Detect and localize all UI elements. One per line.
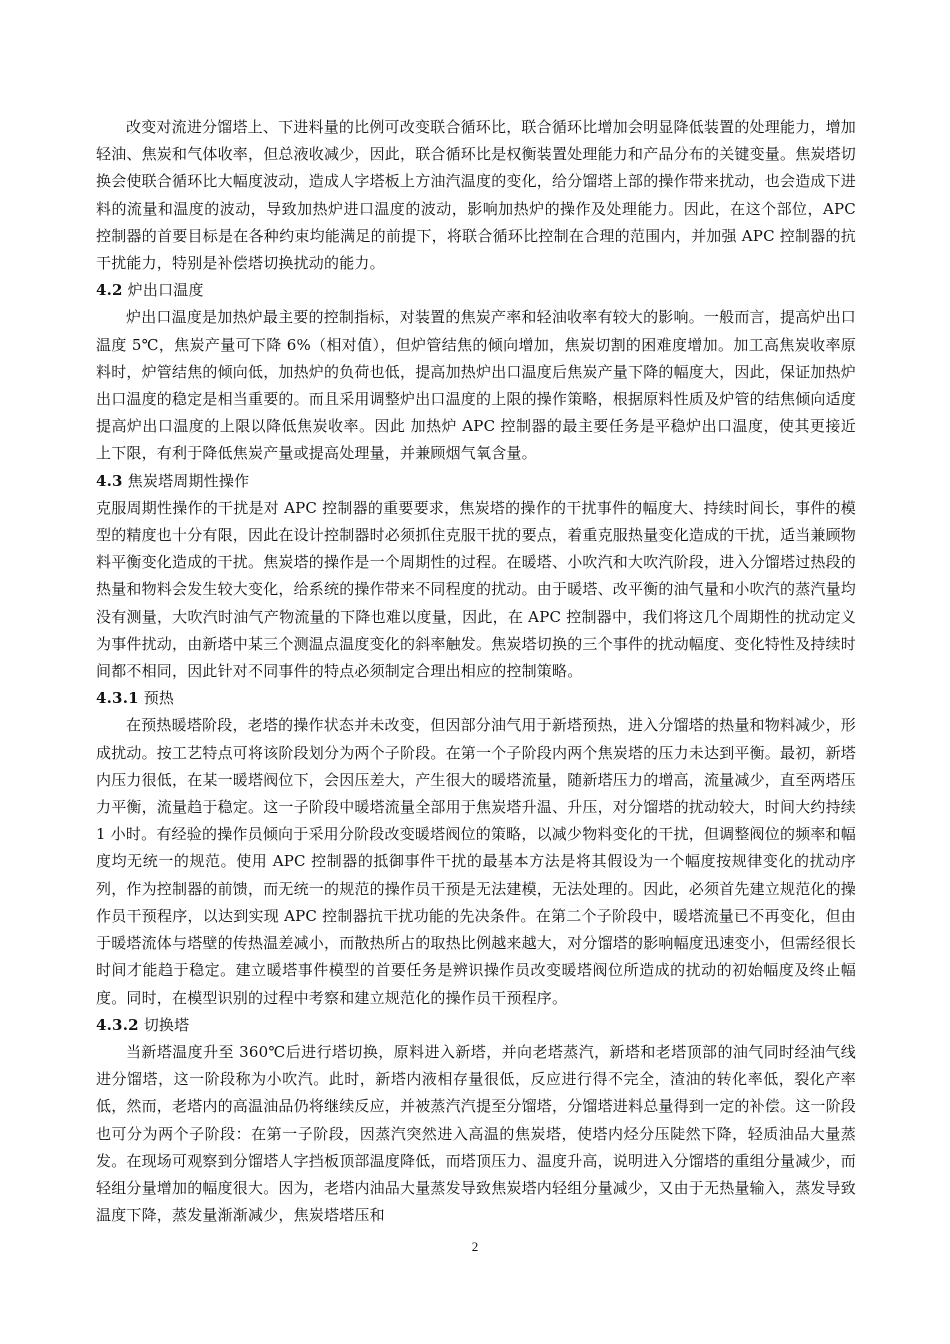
paragraph-furnace-outlet-temperature: 炉出口温度是加热炉最主要的控制指标，对装置的焦炭产率和轻油收率有较大的影响。一般而言，提高炉出口温度 5℃，焦炭产量可下降 6%（相对值），但炉管结焦的倾向增加，焦炭切割的困难度增加。加工高焦炭收率原料时，炉管结焦的倾向低，加热炉的负荷也低，提高加热炉出口温度后焦炭产量下降的幅度大，因此，保证加热炉出口温度的稳定是相当重要的。而且采用调整炉出口温度的上限的操作策略，根据原料性质及炉管的结焦倾向适度提高炉出口温度的上限以降低焦炭收率。因此 加热炉 APC 控制器的最主要任务是平稳炉出口温度，使其更接近上下限，有利于降低焦炭产量或提高处理量，并兼顾烟气氧含量。 <box>96 308 857 463</box>
section-title: 炉出口温度 <box>122 281 204 300</box>
section-number: 4.3 <box>96 471 123 490</box>
paragraph-preheating: 在预热暖塔阶段，老塔的操作状态并未改变，但因部分油气用于新塔预热，进入分馏塔的热量和物料减少，形成扰动。按工艺特点可将该阶段划分为两个子阶段。在第一个子阶段内两个焦炭塔的压力未达到平衡。最初，新塔内压力很低，在某一暖塔阀位下，会因压差大，产生很大的暖塔流量，随新塔压力的增高，流量减少，直至两塔压力平衡，流量趋于稳定。这一子阶段中暖塔流量全部用于焦炭塔升温、升压，对分馏塔的扰动较大，时间大约持续 1 小时。有经验的操作员倾向于采用分阶段改变暖塔阀位的策略，以减少物料变化的干扰，但调整阀位的频率和幅度均无统一的规范。使用 APC 控制器的抵御事件干扰的最基本方法是将其假设为一个幅度按规律变化的扰动序列，作为控制器的前馈，而无统一的规范的操作员干预是无法建模，无法处理的。因此，必须首先建立规范化的操作员干预程序，以达到实现 APC 控制器抗干扰功能的先决条件。在第二个子阶段中，暖塔流量已不再变化，但由于暖塔流体与塔壁的传热温差减小，而散热所占的取热比例越来越大，对分馏塔的影响幅度迅速变小，但需经很长时间才能趋于稳定。建立暖塔事件模型的首要任务是辨识操作员改变暖塔阀位所造成的扰动的初始幅度及终止幅度。同时，在模型识别的过程中考察和建立规范化的操作员干预程序。 <box>96 716 857 1007</box>
page-number: 2 <box>471 1239 479 1254</box>
section-title: 切换塔 <box>138 1015 190 1034</box>
document-body <box>96 114 856 1229</box>
section-title: 焦炭塔周期性操作 <box>122 471 250 490</box>
paragraph-tower-switching: 当新塔温度升至 360℃后进行塔切换，原料进入新塔，并向老塔蒸汽，新塔和老塔顶部的油气同时经油气线进分馏塔，这一阶段称为小吹汽。此时，新塔内液相存量很低，反应进行得不完全，渣油的转化率低，裂化产率低，然而，老塔内的高温油品仍将继续反应，并被蒸汽汽提至分馏塔，分馏塔进料总量得到一定的补偿。这一阶段也可分为两个子阶段：在第一子阶段，因蒸汽突然进入高温的焦炭塔，使塔内烃分压陡然下降，轻质油品大量蒸发。在现场可观察到分馏塔人字挡板顶部温度降低，而塔顶压力、温度升高，说明进入分馏塔的重组分量减少，而轻组分量增加的幅度很大。因为，老塔内油品大量蒸发导致焦炭塔内轻组分量减少，又由于无热量输入，蒸发导致温度下降，蒸发量渐渐减少，焦炭塔塔压和 <box>96 1042 857 1225</box>
paragraph-periodic-operation: 克服周期性操作的干扰是对 APC 控制器的重要要求，焦炭塔的操作的干扰事件的幅度大、持续时间长，事件的模型的精度也十分有限，因此在设计控制器时必须抓住克服干扰的要点，着重克服热量变化造成的干扰，适当兼顾物料平衡变化造成的干扰。焦炭塔的操作是一个周期性的过程。在暖塔、小吹汽和大吹汽阶段，进入分馏塔过热段的热量和物料会发生较大变化，给系统的操作带来不同程度的扰动。由于暖塔、改平衡的油气量和小吹汽的蒸汽量均没有测量，大吹汽时油气产物流量的下降也难以度量，因此，在 APC 控制器中，我们将这几个周期性的扰动定义为事件扰动，由新塔中某三个测温点温度变化的斜率触发。焦炭塔切换的三个事件的扰动幅度、变化特性及持续时间都不相同，因此针对不同事件的特点必须制定合理出相应的控制策略。 <box>96 498 857 681</box>
section-number: 4.2 <box>96 281 123 300</box>
section-number: 4.3.1 <box>96 689 139 708</box>
section-number: 4.3.2 <box>96 1015 139 1034</box>
section-heading-4-3-1 <box>96 685 856 712</box>
section-heading-4-3 <box>96 468 856 495</box>
section-title: 预热 <box>138 689 175 708</box>
section-heading-4-2 <box>96 277 856 304</box>
section-heading-4-3-2 <box>96 1012 856 1039</box>
paragraph-combined-recycle-ratio: 改变对流进分馏塔上、下进料量的比例可改变联合循环比，联合循环比增加会明显降低装置的处理能力，增加轻油、焦炭和气体收率，但总液收减少，因此，联合循环比是权衡装置处理能力和产品分布的关键变量。焦炭塔切换会使联合循环比大幅度波动，造成人字塔板上方油汽温度的变化，给分馏塔上部的操作带来扰动，也会造成下进料的流量和温度的波动，导致加热炉进口温度的波动，影响加热炉的操作及处理能力。因此，在这个部位，APC 控制器的首要目标是在各种约束均能满足的前提下，将联合循环比控制在合理的范围内，并加强 APC 控制器的抗干扰能力，特别是补偿塔切换扰动的能力。 <box>96 118 857 273</box>
